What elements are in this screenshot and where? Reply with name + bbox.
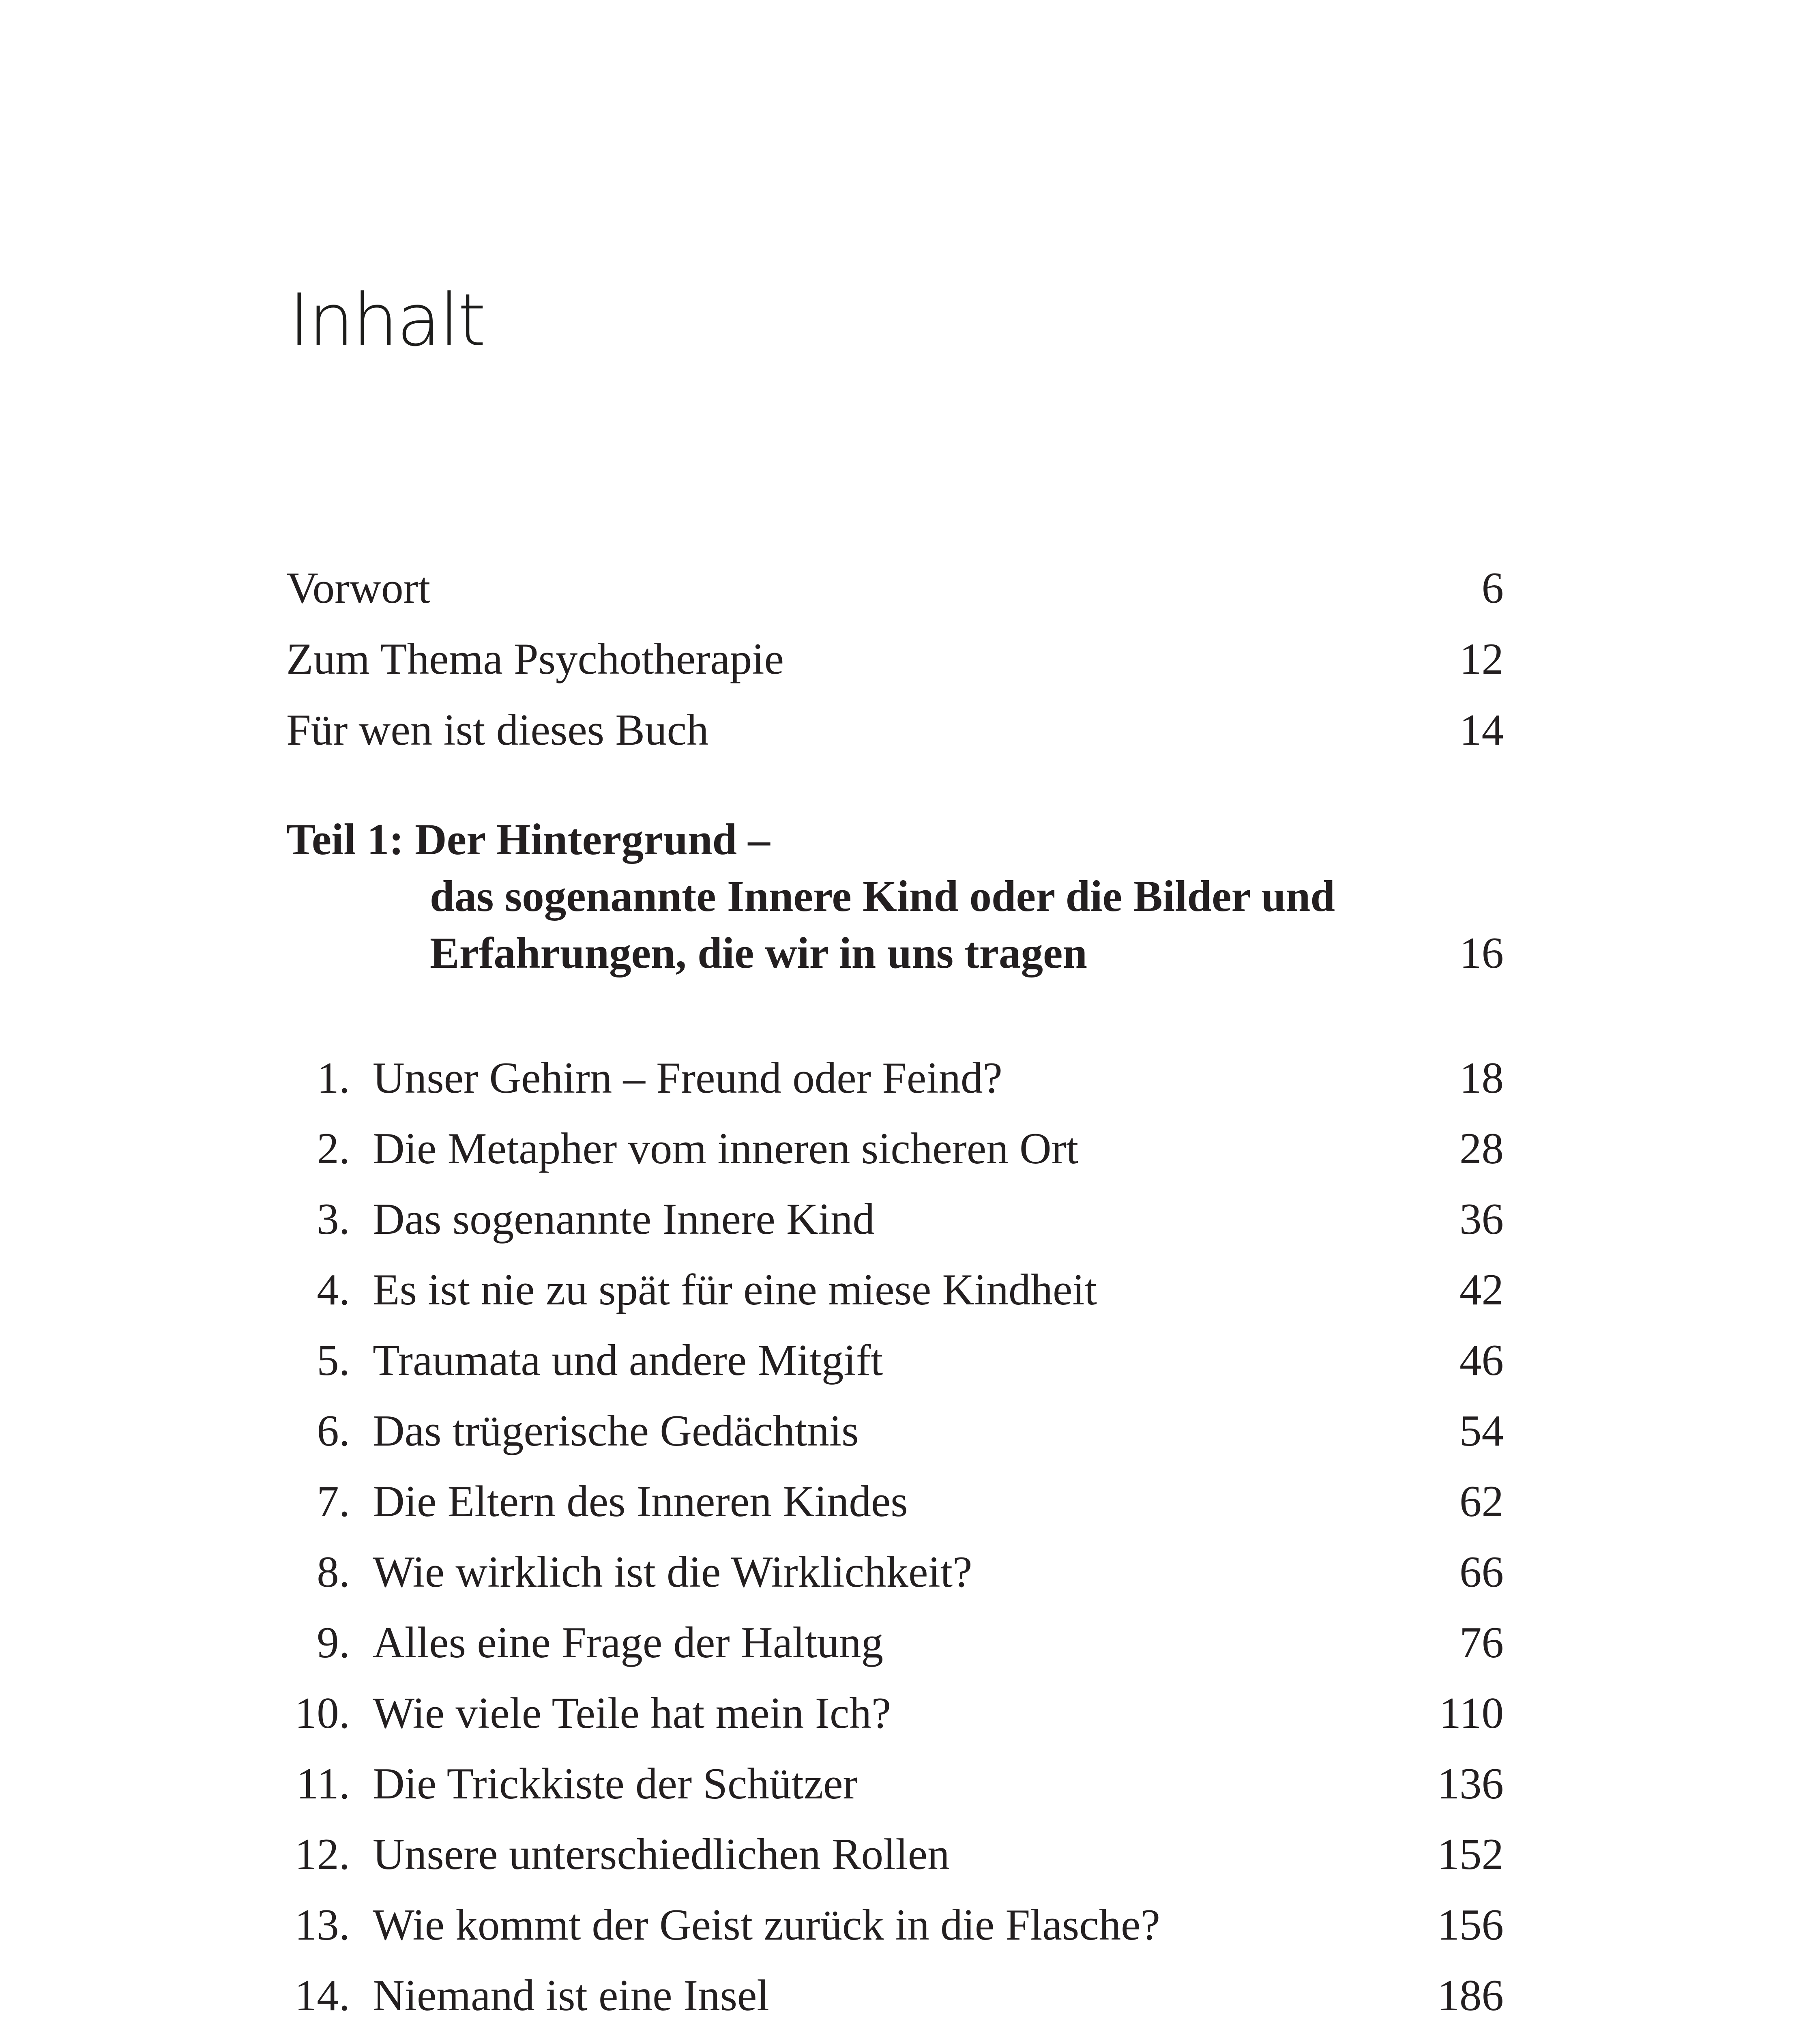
chapter-page-number: 54 [1459,1406,1504,1455]
chapter-number: 5. [317,1336,350,1385]
chapter-title: Wie viele Teile hat mein Ich? [373,1689,891,1738]
chapter-page-number: 76 [1459,1618,1504,1667]
chapter-number: 10. [294,1689,350,1738]
toc-entry-vorwort[interactable] [286,556,1504,621]
chapter-number: 12. [294,1830,350,1879]
part-title-line-2: das sogenannte Innere Kind oder die Bilder und [430,872,1335,921]
chapter-title: Die Metapher vom inneren sicheren Ort [373,1124,1079,1173]
chapter-number: 6. [317,1406,350,1455]
toc-chapter-5[interactable] [286,1328,1504,1393]
toc-chapter-12[interactable] [286,1822,1504,1887]
toc-entry-fuer-wen[interactable] [286,698,1504,763]
toc-chapter-4[interactable] [286,1257,1504,1322]
chapter-page-number: 136 [1437,1759,1504,1808]
part-title-line-1: Teil 1: Der Hintergrund – [286,815,770,864]
chapter-page-number: 186 [1437,1971,1504,2020]
chapter-title: Alles eine Frage der Haltung [373,1618,884,1667]
chapter-page-number: 36 [1459,1194,1504,1244]
chapter-number: 8. [317,1547,350,1596]
toc-entry-psychotherapie[interactable] [286,627,1504,692]
toc-entry-page-number: 6 [1481,563,1504,612]
toc-entry-title: Vorwort [286,563,431,612]
toc-chapter-9[interactable] [286,1610,1504,1675]
chapter-page-number: 18 [1459,1053,1504,1102]
part-page-number: 16 [1459,928,1504,977]
toc-chapter-10[interactable] [286,1681,1504,1746]
chapter-number: 1. [317,1053,350,1102]
toc-chapter-13[interactable] [286,1893,1504,1957]
chapter-number: 13. [294,1900,350,1949]
toc-chapter-7[interactable] [286,1469,1504,1534]
page-title: Inhalt [289,278,485,362]
chapter-page-number: 110 [1439,1689,1504,1738]
toc-entry-page-number: 12 [1459,634,1504,683]
chapter-title: Es ist nie zu spät für eine miese Kindheit [373,1265,1097,1314]
toc-chapter-2[interactable] [286,1116,1504,1181]
chapter-title: Das sogenannte Innere Kind [373,1194,875,1244]
chapter-number: 2. [317,1124,350,1173]
chapter-page-number: 152 [1437,1830,1504,1879]
toc-chapter-14[interactable] [286,1963,1504,2028]
chapter-number: 3. [317,1194,350,1244]
toc-chapter-6[interactable] [286,1399,1504,1463]
chapter-number: 4. [317,1265,350,1314]
chapter-number: 9. [317,1618,350,1667]
toc-part-heading[interactable] [286,809,1504,1000]
chapter-page-number: 46 [1459,1336,1504,1385]
toc-chapter-11[interactable] [286,1751,1504,1816]
toc-chapter-3[interactable] [286,1187,1504,1252]
chapter-title: Niemand ist eine Insel [373,1971,769,2020]
toc-chapter-8[interactable] [286,1540,1504,1605]
chapter-page-number: 156 [1437,1900,1504,1949]
toc-entry-title: Für wen ist dieses Buch [286,705,709,754]
toc-entry-title: Zum Thema Psychotherapie [286,634,784,683]
chapter-title: Unsere unterschiedlichen Rollen [373,1830,950,1879]
chapter-number: 11. [296,1759,350,1808]
chapter-page-number: 66 [1459,1547,1504,1596]
chapter-title: Die Eltern des Inneren Kindes [373,1477,908,1526]
chapter-title: Die Trickkiste der Schützer [373,1759,858,1808]
toc-chapter-1[interactable] [286,1046,1504,1111]
chapter-page-number: 62 [1459,1477,1504,1526]
chapter-title: Wie kommt der Geist zurück in die Flasche? [373,1900,1160,1949]
chapter-page-number: 28 [1459,1124,1504,1173]
toc-entry-page-number: 14 [1459,705,1504,754]
part-title-line-3: Erfahrungen, die wir in uns tragen [430,928,1088,977]
chapter-title: Unser Gehirn – Freund oder Feind? [373,1053,1002,1102]
chapter-title: Wie wirklich ist die Wirklichkeit? [373,1547,972,1596]
chapter-title: Traumata und andere Mitgift [373,1336,883,1385]
chapter-number: 7. [317,1477,350,1526]
chapter-page-number: 42 [1459,1265,1504,1314]
chapter-title: Das trügerische Gedächtnis [373,1406,859,1455]
chapter-number: 14. [294,1971,350,2020]
